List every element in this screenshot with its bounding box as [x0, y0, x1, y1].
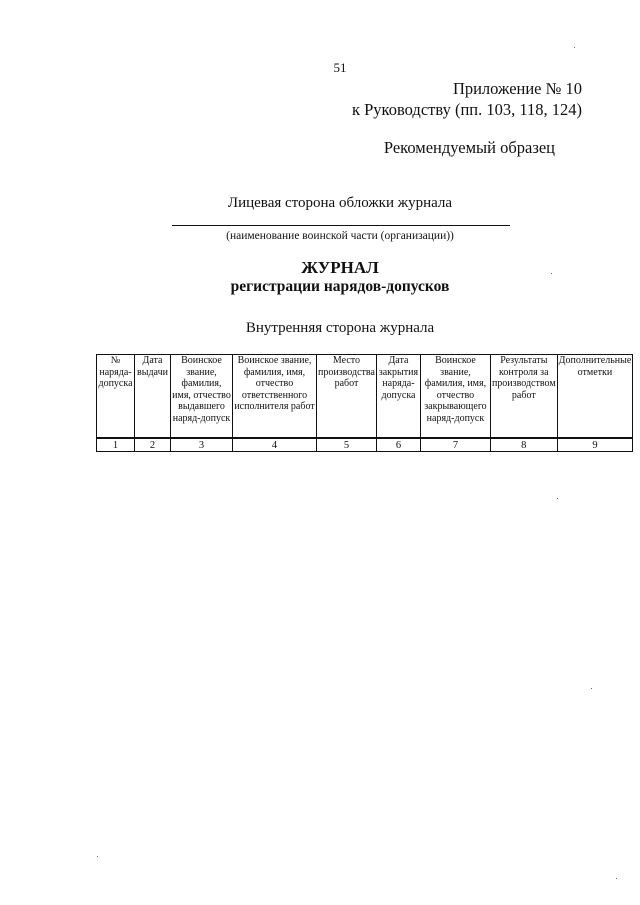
scan-speck	[616, 878, 617, 879]
col-number-cell: 4	[233, 438, 317, 452]
col-number-cell: 3	[171, 438, 233, 452]
journal-table	[96, 354, 633, 452]
appendix-line-1: Приложение № 10	[452, 79, 582, 98]
table-header-row	[97, 355, 633, 439]
col-number-cell: 2	[135, 438, 171, 452]
col-header-permit-number: № наряда-допуска	[97, 355, 135, 439]
col-header-responsible: Воинское звание, фамилия, имя, отчество ответственного исполнителя работ	[233, 355, 317, 439]
col-header-closer: Воинское звание, фамилия, имя, отчество закрывающего наряд-допуск	[420, 355, 490, 439]
col-header-control-results: Результаты контроля за производством работ	[490, 355, 557, 439]
scan-speck	[557, 498, 558, 499]
recommended-sample-label: Рекомендуемый образец	[383, 138, 555, 157]
page-number: 51	[333, 60, 347, 75]
journal-subtitle: регистрации нарядов-допусков	[230, 278, 450, 295]
scan-speck	[591, 688, 592, 689]
scan-speck	[551, 273, 552, 274]
col-header-close-date: Дата закрытия наряда-допуска	[376, 355, 420, 439]
col-header-issuer: Воинское звание, фамилия, имя, отчество выдавшего наряд-допуск	[171, 355, 233, 439]
inner-section-title: Внутренняя сторона журнала	[245, 320, 435, 336]
col-number-cell: 6	[376, 438, 420, 452]
appendix-reference	[352, 78, 582, 120]
scan-speck	[574, 47, 575, 48]
col-header-issue-date: Дата выдачи	[135, 355, 171, 439]
col-number-cell: 9	[557, 438, 633, 452]
table-number-row	[97, 438, 633, 452]
col-number-cell: 5	[317, 438, 377, 452]
journal-title: ЖУРНАЛ	[301, 258, 379, 277]
col-number-cell: 8	[490, 438, 557, 452]
col-header-extra-notes: Дополнительные отметки	[557, 355, 633, 439]
unit-name-line	[172, 225, 510, 226]
cover-section-title: Лицевая сторона обложки журнала	[227, 195, 453, 211]
col-number-cell: 7	[420, 438, 490, 452]
appendix-line-2: к Руководству (пп. 103, 118, 124)	[351, 100, 582, 119]
scan-speck	[97, 856, 98, 857]
col-number-cell: 1	[97, 438, 135, 452]
unit-name-caption: (наименование воинской части (организации))	[226, 230, 454, 242]
col-header-work-place: Место производства работ	[317, 355, 377, 439]
